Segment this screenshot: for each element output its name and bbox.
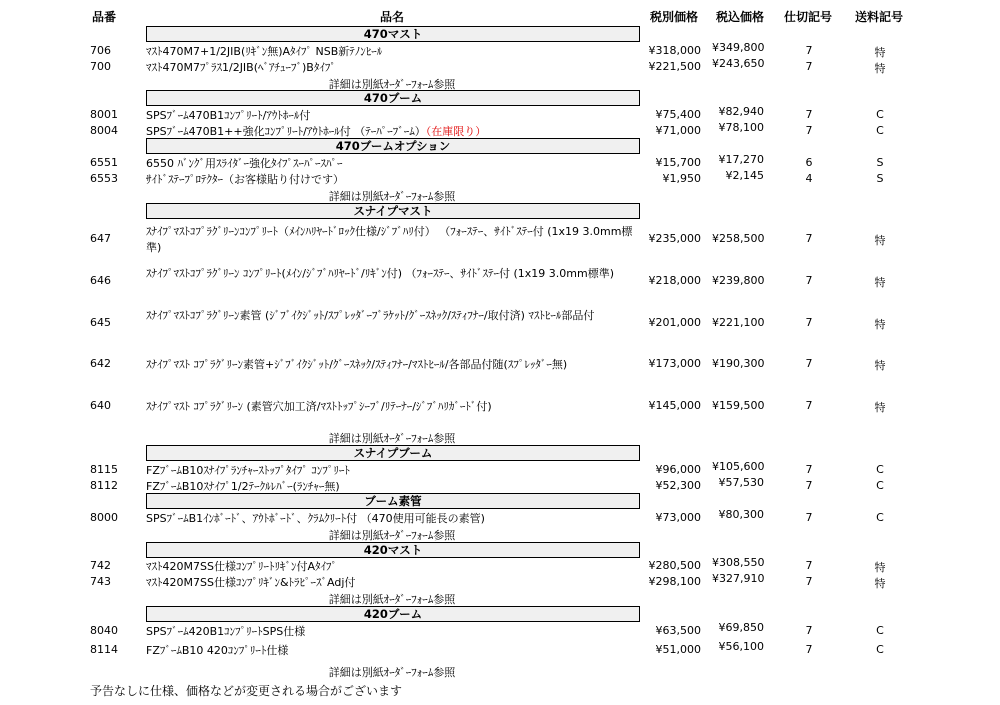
shikiri-code: 7	[805, 124, 813, 137]
price-ex: ¥280,500	[648, 559, 701, 572]
shikiri-code: 7	[805, 575, 813, 588]
item-name: FZﾌﾞｰﾑB10ｽﾅｲﾌﾟ1/2ﾃｰｸﾙﾚﾊﾞｰ(ﾗﾝﾁｬｰ無)	[146, 480, 340, 493]
item-code: 642	[90, 357, 111, 370]
shipping-code: C	[876, 124, 884, 137]
price-in: ¥80,300	[718, 508, 764, 521]
shikiri-code: 7	[805, 463, 813, 476]
shikiri-code: 7	[805, 559, 813, 572]
shikiri-code: 7	[805, 624, 813, 637]
header-shipping: 送料記号	[855, 10, 904, 24]
price-ex: ¥221,500	[648, 60, 701, 73]
price-ex: ¥318,000	[648, 44, 701, 57]
shipping-code: C	[876, 511, 884, 524]
price-ex: ¥15,700	[655, 156, 701, 169]
item-name-text: SPSﾌﾞｰﾑ470B1++強化ｺﾝﾌﾟﾘｰﾄ/ｱｳﾄﾎｰﾙ付 （ﾃｰﾊﾟｰﾌﾞｰﾑ）	[146, 125, 426, 138]
price-ex: ¥52,300	[655, 479, 701, 492]
shipping-code: C	[876, 463, 884, 476]
section-title: ブーム素管	[146, 493, 640, 509]
section-title: 470ブーム	[146, 90, 640, 106]
item-code: 8114	[90, 643, 118, 656]
shikiri-code: 7	[805, 357, 813, 370]
item-code: 647	[90, 232, 111, 245]
shikiri-code: 7	[805, 643, 813, 656]
price-in: ¥221,100	[712, 316, 765, 329]
item-name: SPSﾌﾞｰﾑ420B1ｺﾝﾌﾟﾘｰﾄSPS仕様	[146, 625, 306, 638]
item-name: FZﾌﾞｰﾑB10ｽﾅｲﾌﾟﾗﾝﾁｬｰｽﾄｯﾌﾟﾀｲﾌﾟ ｺﾝﾌﾟﾘｰﾄ	[146, 464, 350, 477]
shipping-code: 特	[874, 62, 886, 75]
note: 詳細は別紙ｵｰﾀﾞｰﾌｫｰﾑ参照	[328, 666, 456, 679]
item-code: 8000	[90, 511, 118, 524]
item-name: FZﾌﾞｰﾑB10 420ｺﾝﾌﾟﾘｰﾄ仕様	[146, 644, 289, 657]
shipping-code: C	[876, 624, 884, 637]
shikiri-code: 6	[805, 156, 813, 169]
item-code: 706	[90, 44, 111, 57]
item-code: 700	[90, 60, 111, 73]
item-name: ｻｲﾄﾞｽﾃｰﾌﾟﾛﾃｸﾀｰ（お客様貼り付けです）	[146, 173, 344, 186]
price-in: ¥69,850	[718, 621, 764, 634]
price-ex: ¥51,000	[655, 643, 701, 656]
note: 詳細は別紙ｵｰﾀﾞｰﾌｫｰﾑ参照	[328, 593, 456, 606]
header-name: 品名	[380, 10, 405, 24]
note: 詳細は別紙ｵｰﾀﾞｰﾌｫｰﾑ参照	[328, 78, 456, 91]
shikiri-code: 7	[805, 511, 813, 524]
price-in: ¥105,600	[712, 460, 765, 473]
header-code: 品番	[92, 10, 117, 24]
shipping-code: C	[876, 108, 884, 121]
shikiri-code: 7	[805, 479, 813, 492]
shipping-code: 特	[874, 46, 886, 59]
header-price-in: 税込価格	[716, 10, 765, 24]
item-name: ｽﾅｲﾌﾟﾏｽﾄｺﾌﾟﾗｸﾞﾘｰﾝ素管 (ｼﾞﾌﾞｲｸｼﾞｯﾄ/ｽﾌﾟﾚｯﾀﾞｰﾌﾞﾗｹｯﾄ/ｸﾞｰｽﾈｯｸ/ｽﾃｨﾌﾅｰ/取付済) ﾏｽﾄﾋｰﾙ部品付	[146, 309, 595, 322]
price-in: ¥190,300	[712, 357, 765, 370]
header-shikiri: 仕切記号	[784, 10, 833, 24]
section-title: スナイプマスト	[146, 203, 640, 219]
shipping-code: S	[876, 156, 884, 169]
item-code: 646	[90, 274, 111, 287]
price-ex: ¥1,950	[662, 172, 701, 185]
shikiri-code: 7	[805, 274, 813, 287]
price-in: ¥239,800	[712, 274, 765, 287]
item-name: 6550 ﾊﾞﾝｸﾞ用ｽﾗｲﾀﾞｰ強化ﾀｲﾌﾟｽｰﾊﾟｰｽﾊﾟｰ	[146, 157, 343, 170]
shikiri-code: 7	[805, 232, 813, 245]
item-name: ﾏｽﾄ420M7SS仕様ｺﾝﾌﾟﾘｷﾞﾝ&ﾄﾗﾋﾟｰｽﾞAdj付	[146, 576, 356, 589]
price-ex: ¥145,000	[648, 399, 701, 412]
item-name: ｽﾅｲﾌﾟﾏｽﾄｺﾌﾟﾗｸﾞﾘｰﾝ ｺﾝﾌﾟﾘｰﾄ(ﾒｲﾝ/ｼﾞﾌﾞﾊﾘﾔｰﾄﾞ/ﾘｷﾞﾝ付) （ﾌｫｰｽﾃｰ、ｻｲﾄﾞｽﾃｰ付 (1x19 3.0mm標準)	[146, 267, 614, 280]
price-ex: ¥71,000	[655, 124, 701, 137]
item-code: 742	[90, 559, 111, 572]
price-in: ¥17,270	[718, 153, 764, 166]
section-title: 420マスト	[146, 542, 640, 558]
shipping-code: 特	[874, 561, 886, 574]
item-code: 6553	[90, 172, 118, 185]
price-in: ¥258,500	[712, 232, 765, 245]
price-in: ¥349,800	[712, 41, 765, 54]
item-code: 640	[90, 399, 111, 412]
price-in: ¥82,940	[718, 105, 764, 118]
price-in: ¥243,650	[712, 57, 765, 70]
shikiri-code: 4	[805, 172, 813, 185]
price-ex: ¥218,000	[648, 274, 701, 287]
section-title: 470マスト	[146, 26, 640, 42]
shipping-code: C	[876, 643, 884, 656]
price-ex: ¥75,400	[655, 108, 701, 121]
item-name: ｽﾅｲﾌﾟﾏｽﾄ ｺﾌﾟﾗｸﾞﾘｰﾝ素管+ｼﾞﾌﾞｲｸｼﾞｯﾄ/ｸﾞｰｽﾈｯｸ/ｽﾃｨﾌﾅｰ/ﾏｽﾄﾋｰﾙ/各部品付随(ｽﾌﾟﾚｯﾀﾞｰ無)	[146, 358, 568, 371]
item-name: ｽﾅｲﾌﾟﾏｽﾄｺﾌﾟﾗｸﾞﾘｰﾝｺﾝﾌﾟﾘｰﾄ（ﾒｲﾝﾊﾘﾔｰﾄﾞﾛｯｸ仕様/ｼﾞﾌﾞﾊﾘ付） （ﾌｫｰｽﾃｰ、ｻｲﾄﾞｽﾃｰ付 (1x19 3.0mm標準)	[146, 225, 633, 254]
item-code: 8040	[90, 624, 118, 637]
price-in: ¥56,100	[718, 640, 764, 653]
section-title: 420ブーム	[146, 606, 640, 622]
shikiri-code: 7	[805, 60, 813, 73]
note: 詳細は別紙ｵｰﾀﾞｰﾌｫｰﾑ参照	[328, 529, 456, 542]
price-ex: ¥73,000	[655, 511, 701, 524]
section-title: 470ブームオプション	[146, 138, 640, 154]
price-ex: ¥63,500	[655, 624, 701, 637]
price-ex: ¥235,000	[648, 232, 701, 245]
shipping-code: C	[876, 479, 884, 492]
price-in: ¥57,530	[718, 476, 764, 489]
item-name: ﾏｽﾄ470M7+1/2JIB(ﾘｷﾞﾝ無)Aﾀｲﾌﾟ NSB新ﾃﾉﾝﾋｰﾙ	[146, 45, 383, 58]
shikiri-code: 7	[805, 44, 813, 57]
shipping-code: 特	[874, 318, 886, 331]
item-name: ﾏｽﾄ420M7SS仕様ｺﾝﾌﾟﾘｰﾄﾘｷﾞﾝ付Aﾀｲﾌﾟ	[146, 560, 337, 573]
item-name: SPSﾌﾞｰﾑ470B1ｺﾝﾌﾟﾘｰﾄ/ｱｳﾄﾎｰﾙ付	[146, 109, 311, 122]
item-code: 6551	[90, 156, 118, 169]
shipping-code: S	[876, 172, 884, 185]
shipping-code: 特	[874, 359, 886, 372]
note: 詳細は別紙ｵｰﾀﾞｰﾌｫｰﾑ参照	[328, 432, 456, 445]
item-code: 8112	[90, 479, 118, 492]
price-ex: ¥173,000	[648, 357, 701, 370]
shikiri-code: 7	[805, 108, 813, 121]
footer-disclaimer: 予告なしに仕様、価格などが変更される場合がございます	[90, 684, 403, 698]
note: 詳細は別紙ｵｰﾀﾞｰﾌｫｰﾑ参照	[328, 190, 456, 203]
header-price-ex: 税別価格	[650, 10, 699, 24]
price-ex: ¥201,000	[648, 316, 701, 329]
price-in: ¥159,500	[712, 399, 765, 412]
shipping-code: 特	[874, 276, 886, 289]
price-in: ¥308,550	[712, 556, 765, 569]
price-ex: ¥298,100	[648, 575, 701, 588]
item-name: SPSﾌﾞｰﾑB1ｲﾝﾎﾞｰﾄﾞ、ｱｳﾄﾎﾞｰﾄﾞ、ｸﾗﾑｸﾘｰﾄ付 （470使用可能長の素管)	[146, 512, 485, 525]
item-name	[146, 124, 646, 140]
item-code: 8004	[90, 124, 118, 137]
price-ex: ¥96,000	[655, 463, 701, 476]
shipping-code: 特	[874, 577, 886, 590]
shikiri-code: 7	[805, 316, 813, 329]
item-code: 8001	[90, 108, 118, 121]
price-in: ¥78,100	[718, 121, 764, 134]
shipping-code: 特	[874, 234, 886, 247]
price-in: ¥2,145	[725, 169, 764, 182]
shipping-code: 特	[874, 401, 886, 414]
section-title: スナイプブーム	[146, 445, 640, 461]
item-code: 8115	[90, 463, 118, 476]
item-name: ﾏｽﾄ470M7ﾌﾟﾗｽ1/2JIB(ﾍﾞｱﾁｭｰﾌﾞ)Bﾀｲﾌﾟ	[146, 61, 336, 74]
item-code: 743	[90, 575, 111, 588]
item-name: ｽﾅｲﾌﾟﾏｽﾄ ｺﾌﾟﾗｸﾞﾘｰﾝ (素管穴加工済/ﾏｽﾄﾄｯﾌﾟｼｰﾌﾞ/ﾘﾃｰﾅｰ/ｼﾞﾌﾞﾊﾘｶﾞｰﾄﾞ付)	[146, 400, 492, 413]
price-in: ¥327,910	[712, 572, 765, 585]
item-code: 645	[90, 316, 111, 329]
stock-limited-label: （在庫限り）	[425, 125, 487, 138]
shikiri-code: 7	[805, 399, 813, 412]
